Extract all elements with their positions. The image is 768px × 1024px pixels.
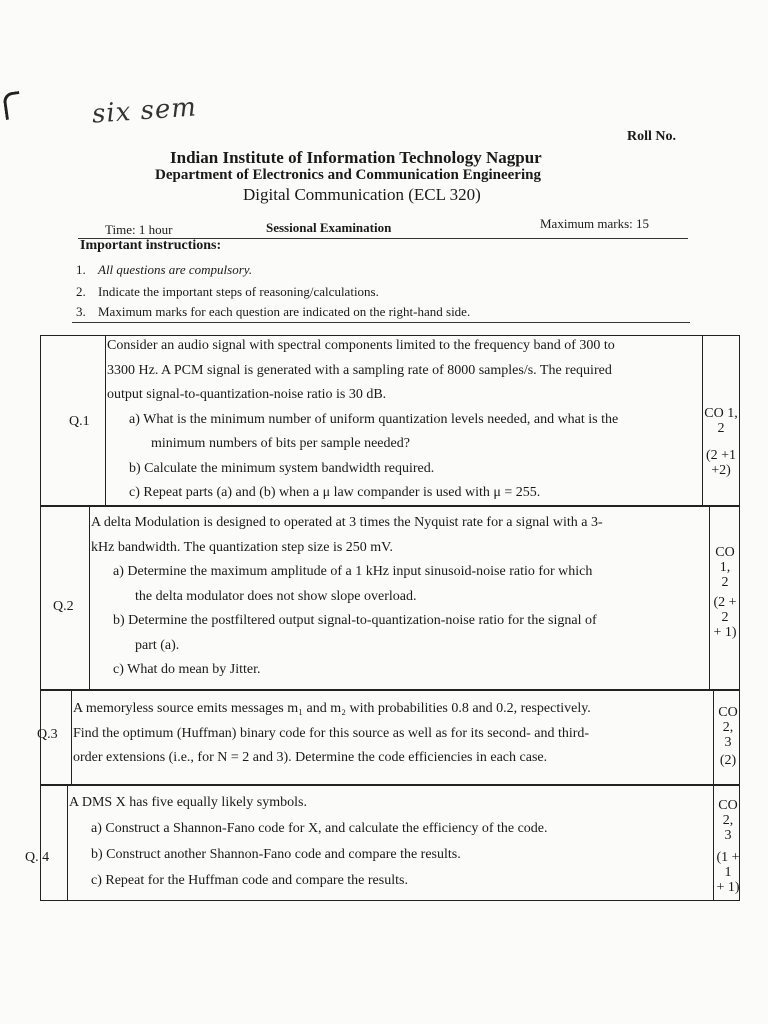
question-line: order extensions (i.e., for N = 2 and 3). Determine the code efficiencies in each case. bbox=[73, 750, 548, 765]
question-text bbox=[107, 334, 618, 506]
max-marks: Maximum marks: 15 bbox=[540, 216, 650, 231]
course-title: Digital Communication (ECL 320) bbox=[243, 185, 481, 204]
course-outcome bbox=[702, 406, 740, 436]
instruction-item bbox=[76, 284, 379, 300]
question-line: Consider an audio signal with spectral components limited to the frequency band of 300 to bbox=[107, 338, 615, 353]
question-number: Q. 4 bbox=[25, 850, 50, 865]
question-row-4 bbox=[25, 785, 740, 901]
question-line: the delta modulator does not show slope overload. bbox=[135, 588, 417, 604]
marks-line: (2 + 2 bbox=[713, 595, 737, 625]
exam-type: Sessional Examination bbox=[266, 220, 392, 235]
handwritten-note: six sem bbox=[91, 92, 198, 130]
question-line: c) What do mean by Jitter. bbox=[113, 662, 261, 677]
question-line: c) Repeat for the Huffman code and compare the results. bbox=[91, 873, 408, 888]
question-marks bbox=[709, 595, 741, 640]
question-row-1 bbox=[40, 335, 740, 506]
question-line: b) Construct another Shannon-Fano code and compare the results. bbox=[91, 847, 461, 862]
question-text bbox=[91, 511, 603, 683]
column-divider bbox=[105, 336, 106, 505]
question-marks bbox=[713, 753, 743, 768]
question-line: a) What is the minimum number of uniform quantization levels needed, and what is the bbox=[129, 411, 619, 427]
question-row-2 bbox=[40, 506, 740, 690]
instruction-text: Indicate the important steps of reasoning/calculations. bbox=[98, 284, 379, 299]
question-line: A delta Modulation is designed to operated at 3 times the Nyquist rate for a signal with a 3- bbox=[91, 515, 603, 530]
marks-line: + 1) bbox=[716, 880, 740, 895]
roll-no-label: Roll No. bbox=[627, 129, 676, 144]
instruction-number: 2. bbox=[76, 284, 86, 299]
co-line: CO 1, bbox=[704, 406, 738, 421]
co-line: 2 bbox=[717, 421, 725, 436]
pen-mark bbox=[2, 91, 23, 120]
marks-line: +2) bbox=[711, 463, 731, 478]
column-divider bbox=[71, 691, 72, 784]
exam-time: Time: 1 hour bbox=[105, 222, 173, 237]
instruction-item bbox=[76, 262, 252, 278]
co-line: CO 1, bbox=[715, 545, 735, 575]
question-text bbox=[73, 697, 591, 771]
question-line: minimum numbers of bits per sample needed? bbox=[151, 436, 410, 451]
co-line: CO 2, bbox=[718, 705, 738, 735]
questions-table bbox=[25, 335, 740, 901]
marks-line: (1 + 1 bbox=[716, 850, 740, 880]
instruction-text: Maximum marks for each question are indicated on the right-hand side. bbox=[98, 304, 471, 319]
marks-line: (2) bbox=[719, 753, 737, 768]
question-line: A memoryless source emits messages m₁ and m₂ with probabilities 0.8 and 0.2, respectively. bbox=[73, 701, 591, 716]
question-number: Q.2 bbox=[53, 599, 74, 614]
course-outcome bbox=[713, 705, 743, 750]
question-row-3 bbox=[37, 690, 740, 785]
column-divider bbox=[89, 507, 90, 689]
question-marks bbox=[702, 448, 740, 478]
instructions-heading: Important instructions: bbox=[80, 238, 222, 253]
institute-name: Indian Institute of Information Technology Nagpur bbox=[170, 148, 542, 167]
question-line: output signal-to-quantization-noise ratio is 30 dB. bbox=[107, 387, 387, 402]
co-line: 3 bbox=[724, 828, 732, 843]
instruction-number: 3. bbox=[76, 304, 86, 319]
course-outcome bbox=[713, 798, 743, 843]
marks-line: (2 +1 bbox=[705, 448, 737, 463]
instructions-rule bbox=[72, 322, 690, 323]
question-line: 3300 Hz. A PCM signal is generated with a sampling rate of 8000 samples/s. The required bbox=[107, 362, 612, 378]
question-line: a) Construct a Shannon-Fano code for X, and calculate the efficiency of the code. bbox=[91, 821, 548, 836]
column-divider bbox=[67, 786, 68, 900]
co-line: 2 bbox=[721, 575, 729, 590]
question-marks bbox=[713, 850, 743, 895]
question-line: Find the optimum (Huffman) binary code for this source as well as for its second- and third- bbox=[73, 725, 590, 741]
question-line: A DMS X has five equally likely symbols. bbox=[69, 795, 307, 810]
question-line: kHz bandwidth. The quantization step size is 250 mV. bbox=[91, 539, 393, 555]
instruction-item bbox=[76, 304, 470, 320]
question-line: b) Determine the postfiltered output signal-to-quantization-noise ratio for the signal of bbox=[113, 613, 597, 628]
department-name: Department of Electronics and Communication Engineering bbox=[155, 167, 541, 183]
question-line: part (a). bbox=[135, 637, 180, 653]
question-line: c) Repeat parts (a) and (b) when a μ law compander is used with μ = 255. bbox=[129, 485, 541, 500]
marks-line: + 1) bbox=[713, 625, 737, 640]
question-line: b) Calculate the minimum system bandwidth required. bbox=[129, 460, 435, 476]
instruction-number: 1. bbox=[76, 262, 86, 277]
question-text bbox=[69, 790, 548, 894]
question-number: Q.3 bbox=[37, 727, 58, 742]
question-number: Q.1 bbox=[69, 414, 90, 429]
course-outcome bbox=[709, 545, 741, 590]
co-line: CO 2, bbox=[718, 798, 738, 828]
co-line: 3 bbox=[724, 735, 732, 750]
question-line: a) Determine the maximum amplitude of a 1 kHz input sinusoid-noise ratio for which bbox=[113, 564, 593, 579]
instruction-text: All questions are compulsory. bbox=[98, 262, 253, 277]
